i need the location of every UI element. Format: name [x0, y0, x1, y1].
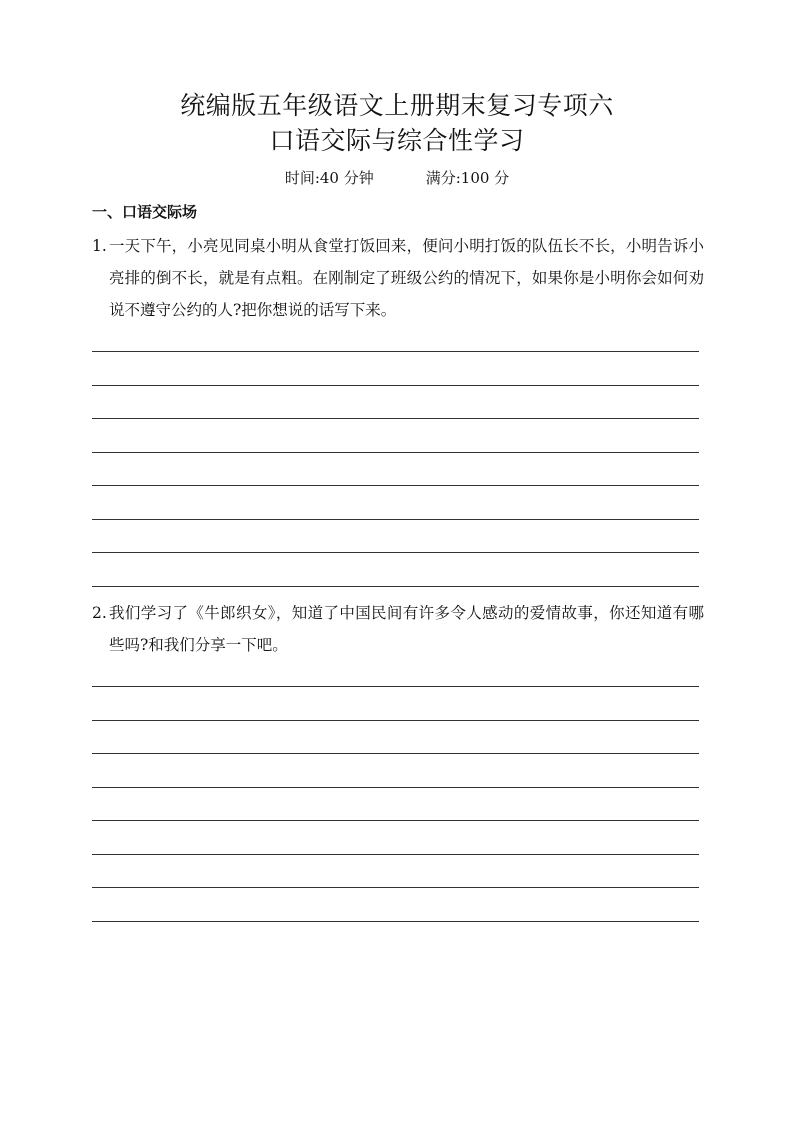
time-limit: 时间:40 分钟	[284, 169, 374, 187]
answer-line	[92, 452, 699, 453]
answer-line	[92, 519, 699, 520]
question-text: 一天下午，小亮见同桌小明从食堂打饭回来，便问小明打饭的队伍长不长，小明告诉小亮排的倒不长，就是有点粗。在刚制定了班级公约的情况下，如果你是小明你会如何劝说不遵守公约的人?把你想说的话写下来。	[109, 237, 704, 319]
answer-line	[92, 820, 699, 821]
answer-line	[92, 385, 699, 386]
exam-meta	[0, 168, 794, 188]
question-number: 1.	[92, 237, 107, 255]
question-1	[92, 230, 704, 326]
document-subtitle: 口语交际与综合性学习	[269, 126, 525, 155]
answer-line	[92, 787, 699, 788]
answer-line	[92, 552, 699, 553]
question-number: 2.	[92, 604, 107, 622]
question-text: 我们学习了《牛郎织女》，知道了中国民间有许多令人感动的爱情故事，你还知道有哪些吗?和我们分享一下吧。	[109, 604, 704, 654]
answer-line	[92, 921, 699, 922]
answer-line	[92, 351, 699, 352]
full-score: 满分:100 分	[425, 169, 510, 187]
section-heading: 一、口语交际场	[92, 203, 198, 221]
question-2	[92, 597, 704, 661]
answer-line	[92, 485, 699, 486]
answer-line	[92, 887, 699, 888]
answer-line	[92, 720, 699, 721]
answer-line	[92, 686, 699, 687]
answer-line	[92, 586, 699, 587]
document-title: 统编版五年级语文上册期末复习专项六	[180, 91, 614, 120]
answer-line	[92, 418, 699, 419]
answer-line	[92, 753, 699, 754]
answer-line	[92, 854, 699, 855]
